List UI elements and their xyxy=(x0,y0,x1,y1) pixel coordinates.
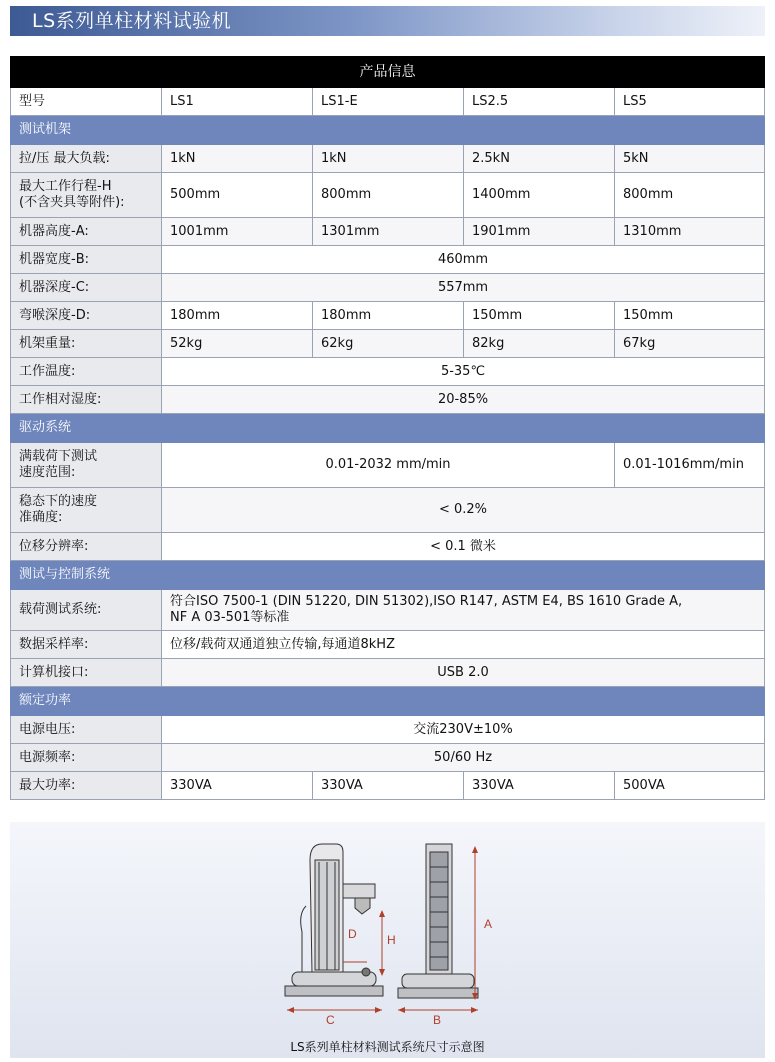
cell: 62kg xyxy=(313,330,464,358)
cell: 330VA xyxy=(313,772,464,800)
cell: 460mm xyxy=(162,246,765,274)
row-label-line: 稳态下的速度 xyxy=(19,494,98,509)
row-label: 拉/压 最大负载: xyxy=(11,145,162,173)
table-row xyxy=(11,631,765,659)
dimension-label-c: C xyxy=(326,1013,335,1027)
cell: 180mm xyxy=(313,302,464,330)
row-label: 机器宽度-B: xyxy=(11,246,162,274)
row-label: 机器高度-A: xyxy=(11,218,162,246)
row-label: 最大功率: xyxy=(11,772,162,800)
model-ls25: LS2.5 xyxy=(464,88,615,116)
cell: 1kN xyxy=(313,145,464,173)
table-row xyxy=(11,330,765,358)
cell: < 0.2% xyxy=(162,488,765,533)
table-row xyxy=(11,716,765,744)
cell: 150mm xyxy=(464,302,615,330)
cell: 800mm xyxy=(615,173,765,218)
table-row xyxy=(11,173,765,218)
table-header-row xyxy=(11,57,765,88)
table-row xyxy=(11,772,765,800)
cell-line: NF A 03-501等标准 xyxy=(170,610,290,625)
cell: 50/60 Hz xyxy=(162,744,765,772)
row-label: 机器深度-C: xyxy=(11,274,162,302)
spec-table xyxy=(10,56,765,800)
dimension-label-d: D xyxy=(348,927,357,941)
table-row xyxy=(11,488,765,533)
model-row xyxy=(11,88,765,116)
row-label-line: 最大工作行程-H xyxy=(19,179,112,194)
row-label: 数据采样率: xyxy=(11,631,162,659)
row-label xyxy=(11,488,162,533)
table-row xyxy=(11,386,765,414)
cell: 0.01-2032 mm/min xyxy=(162,443,615,488)
table-row xyxy=(11,358,765,386)
table-row xyxy=(11,145,765,173)
cell: 5kN xyxy=(615,145,765,173)
cell: 0.01-1016mm/min xyxy=(615,443,765,488)
cell: USB 2.0 xyxy=(162,659,765,687)
section-drive-row xyxy=(11,414,765,443)
row-label: 工作相对湿度: xyxy=(11,386,162,414)
dimension-label-h: H xyxy=(387,933,396,947)
table-row xyxy=(11,218,765,246)
section-control-row xyxy=(11,561,765,590)
table-row xyxy=(11,590,765,631)
table-row xyxy=(11,533,765,561)
cell: 82kg xyxy=(464,330,615,358)
cell: 557mm xyxy=(162,274,765,302)
section-drive: 驱动系统 xyxy=(11,414,765,443)
row-label: 电源电压: xyxy=(11,716,162,744)
row-label: 计算机接口: xyxy=(11,659,162,687)
table-row xyxy=(11,246,765,274)
section-frame-row xyxy=(11,116,765,145)
page-title: LS系列单柱材料试验机 xyxy=(32,10,232,32)
front-view xyxy=(398,844,478,998)
cell: 20-85% xyxy=(162,386,765,414)
cell: 330VA xyxy=(464,772,615,800)
section-power-row xyxy=(11,687,765,716)
cell: 2.5kN xyxy=(464,145,615,173)
cell: 500VA xyxy=(615,772,765,800)
cell: 52kg xyxy=(162,330,313,358)
row-label: 位移分辨率: xyxy=(11,533,162,561)
cell: 交流230V±10% xyxy=(162,716,765,744)
row-label: 工作温度: xyxy=(11,358,162,386)
row-label: 电源频率: xyxy=(11,744,162,772)
cell-line: 符合ISO 7500-1 (DIN 51220, DIN 51302),ISO R147, ASTM E4, BS 1610 Grade A, xyxy=(170,594,683,609)
dimension-label-a: A xyxy=(484,917,493,931)
cell: 1400mm xyxy=(464,173,615,218)
row-label-line: (不含夹具等附件): xyxy=(19,195,125,210)
section-control: 测试与控制系统 xyxy=(11,561,765,590)
dimension-label-b: B xyxy=(433,1013,442,1027)
table-header: 产品信息 xyxy=(11,57,765,88)
model-ls1: LS1 xyxy=(162,88,313,116)
row-label xyxy=(11,173,162,218)
diagram-area xyxy=(10,822,765,1058)
section-power: 额定功率 xyxy=(11,687,765,716)
diagram-caption: LS系列单柱材料测试系统尺寸示意图 xyxy=(290,1040,485,1054)
side-view xyxy=(285,844,383,996)
cell: 1kN xyxy=(162,145,313,173)
cell xyxy=(162,590,765,631)
model-ls1e: LS1-E xyxy=(313,88,464,116)
row-label-line: 满载荷下测试 xyxy=(19,449,98,464)
table-row xyxy=(11,744,765,772)
cell: 1301mm xyxy=(313,218,464,246)
cell: 67kg xyxy=(615,330,765,358)
cell: < 0.1 微米 xyxy=(162,533,765,561)
cell: 330VA xyxy=(162,772,313,800)
title-bar xyxy=(10,6,765,36)
row-label xyxy=(11,443,162,488)
cell: 位移/载荷双通道独立传输,每通道8kHZ xyxy=(162,631,765,659)
row-label: 载荷测试系统: xyxy=(11,590,162,631)
cell: 800mm xyxy=(313,173,464,218)
cell: 150mm xyxy=(615,302,765,330)
row-label-line: 速度范围: xyxy=(19,465,76,480)
row-label: 机架重量: xyxy=(11,330,162,358)
cell: 1901mm xyxy=(464,218,615,246)
model-ls5: LS5 xyxy=(615,88,765,116)
table-row xyxy=(11,274,765,302)
table-row xyxy=(11,659,765,687)
cell: 5-35℃ xyxy=(162,358,765,386)
model-label: 型号 xyxy=(11,88,162,116)
row-label-line: 准确度: xyxy=(19,510,63,525)
cell: 500mm xyxy=(162,173,313,218)
table-row xyxy=(11,302,765,330)
row-label: 弯喉深度-D: xyxy=(11,302,162,330)
cell: 1001mm xyxy=(162,218,313,246)
cell: 1310mm xyxy=(615,218,765,246)
cell: 180mm xyxy=(162,302,313,330)
section-frame: 测试机架 xyxy=(11,116,765,145)
table-row xyxy=(11,443,765,488)
dimension-diagram xyxy=(10,822,765,1058)
